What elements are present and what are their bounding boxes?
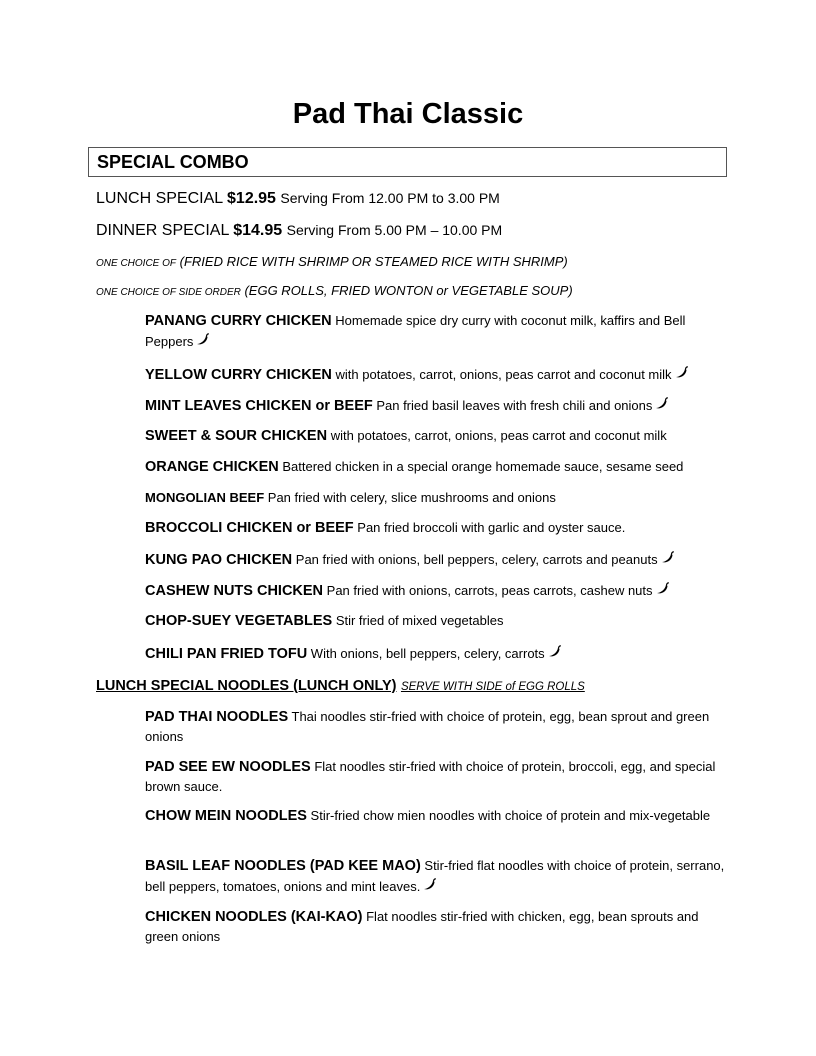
menu-item-description: Homemade spice dry curry with coconut milk, kaffirs and Bell Peppers [145,313,686,349]
combo-menu-item [145,643,725,664]
menu-item-description: with potatoes, carrot, onions, peas carrot and coconut milk [331,367,672,382]
combo-menu-item [145,549,725,570]
menu-item-description: Stir fried of mixed vegetables [332,613,504,628]
combo-menu-item [145,488,725,508]
combo-menu-item [145,611,725,631]
menu-item-name: MINT LEAVES CHICKEN or BEEF [145,398,373,414]
choice-prefix: ONE CHOICE OF SIDE ORDER [96,287,241,298]
chili-pepper-icon [661,549,674,561]
combo-menu-item [145,518,725,538]
combo-menu-item [145,395,725,416]
choice-line-side [96,283,573,298]
noodle-menu-item [145,856,725,897]
noodles-section-note: SERVE WITH SIDE of EGG ROLLS [400,681,585,693]
menu-item-description: Battered chicken in a special orange homemade sauce, sesame seed [278,459,684,474]
chili-pepper-icon [548,643,561,655]
menu-item-description: Pan fried with onions, carrots, peas carrots, cashew nuts [323,583,653,598]
dinner-special-price: $14.95 [233,222,283,239]
menu-item-description: Pan fried with celery, slice mushrooms and onions [264,490,556,505]
dinner-special-label: DINNER SPECIAL [96,222,229,239]
choice-text: (FRIED RICE WITH SHRIMP OR STEAMED RICE WITH SHRIMP) [179,254,568,269]
lunch-special-hours: Serving From 12.00 PM to 3.00 PM [280,190,500,206]
chili-pepper-icon [656,580,669,592]
special-combo-title: SPECIAL COMBO [97,152,249,172]
combo-menu-item [145,580,725,601]
chili-pepper-icon [655,395,668,407]
menu-item-name: SWEET & SOUR CHICKEN [145,428,328,444]
menu-item-description: with potatoes, carrot, onions, peas carrot and coconut milk [327,428,667,443]
dinner-special-hours: Serving From 5.00 PM – 10.00 PM [286,222,503,238]
menu-item-name: CHOW MEIN NOODLES [145,808,307,824]
menu-item-name: MONGOLIAN BEEF [145,490,265,505]
menu-item-description: Pan fried with onions, bell peppers, celery, carrots and peanuts [292,552,658,567]
lunch-special-price: $12.95 [227,190,276,207]
dinner-special-line [96,222,502,240]
menu-item-description: Stir-fried flat noodles with choice of protein, serrano, bell peppers, tomatoes, onions and mint leaves. [145,858,725,894]
choice-line-rice [96,254,568,269]
noodles-section-header [96,677,585,695]
noodle-menu-item [145,757,725,797]
combo-menu-item [145,426,725,446]
menu-item-name: KUNG PAO CHICKEN [145,552,293,568]
chili-pepper-icon [196,331,209,343]
menu-item-description: Thai noodles stir-fried with choice of protein, egg, bean sprout and green onions [145,709,710,744]
chili-pepper-icon [675,364,688,376]
lunch-special-line [96,190,500,208]
menu-item-name: PANANG CURRY CHICKEN [145,313,332,329]
noodle-menu-item [145,806,725,826]
special-combo-header [88,147,727,177]
menu-item-name: CHICKEN NOODLES (KAI-KAO) [145,909,363,925]
combo-menu-item [145,364,725,385]
menu-item-description: Flat noodles stir-fried with chicken, egg, bean sprouts and green onions [145,909,699,944]
menu-item-name: YELLOW CURRY CHICKEN [145,367,332,383]
menu-item-name: PAD SEE EW NOODLES [145,759,311,775]
choice-text: (EGG ROLLS, FRIED WONTON or VEGETABLE SOUP) [244,283,573,298]
noodles-section-title: LUNCH SPECIAL NOODLES (LUNCH ONLY) [96,678,397,694]
menu-item-name: BASIL LEAF NOODLES (PAD KEE MAO) [145,858,421,874]
combo-menu-item [145,457,725,477]
lunch-special-label: LUNCH SPECIAL [96,190,223,207]
menu-item-description: Stir-fried chow mien noodles with choice of protein and mix-vegetable [306,808,711,823]
menu-item-name: BROCCOLI CHICKEN or BEEF [145,520,354,536]
chili-pepper-icon [423,876,436,888]
menu-item-description: Flat noodles stir-fried with choice of protein, broccoli, egg, and special brown sauce. [145,759,716,794]
menu-item-name: PAD THAI NOODLES [145,709,289,725]
menu-item-name: CHILI PAN FRIED TOFU [145,646,308,662]
page-title: Pad Thai Classic [292,98,524,130]
combo-menu-item [145,311,725,352]
menu-item-description: Pan fried broccoli with garlic and oyster sauce. [353,520,626,535]
menu-item-name: ORANGE CHICKEN [145,459,279,475]
menu-item-description: Pan fried basil leaves with fresh chili and onions [372,398,653,413]
noodle-menu-item [145,707,725,747]
menu-item-name: CASHEW NUTS CHICKEN [145,583,324,599]
choice-prefix: ONE CHOICE OF [96,258,177,269]
noodle-menu-item [145,907,725,947]
menu-item-description: With onions, bell peppers, celery, carrots [307,646,545,661]
menu-item-name: CHOP-SUEY VEGETABLES [145,613,333,629]
